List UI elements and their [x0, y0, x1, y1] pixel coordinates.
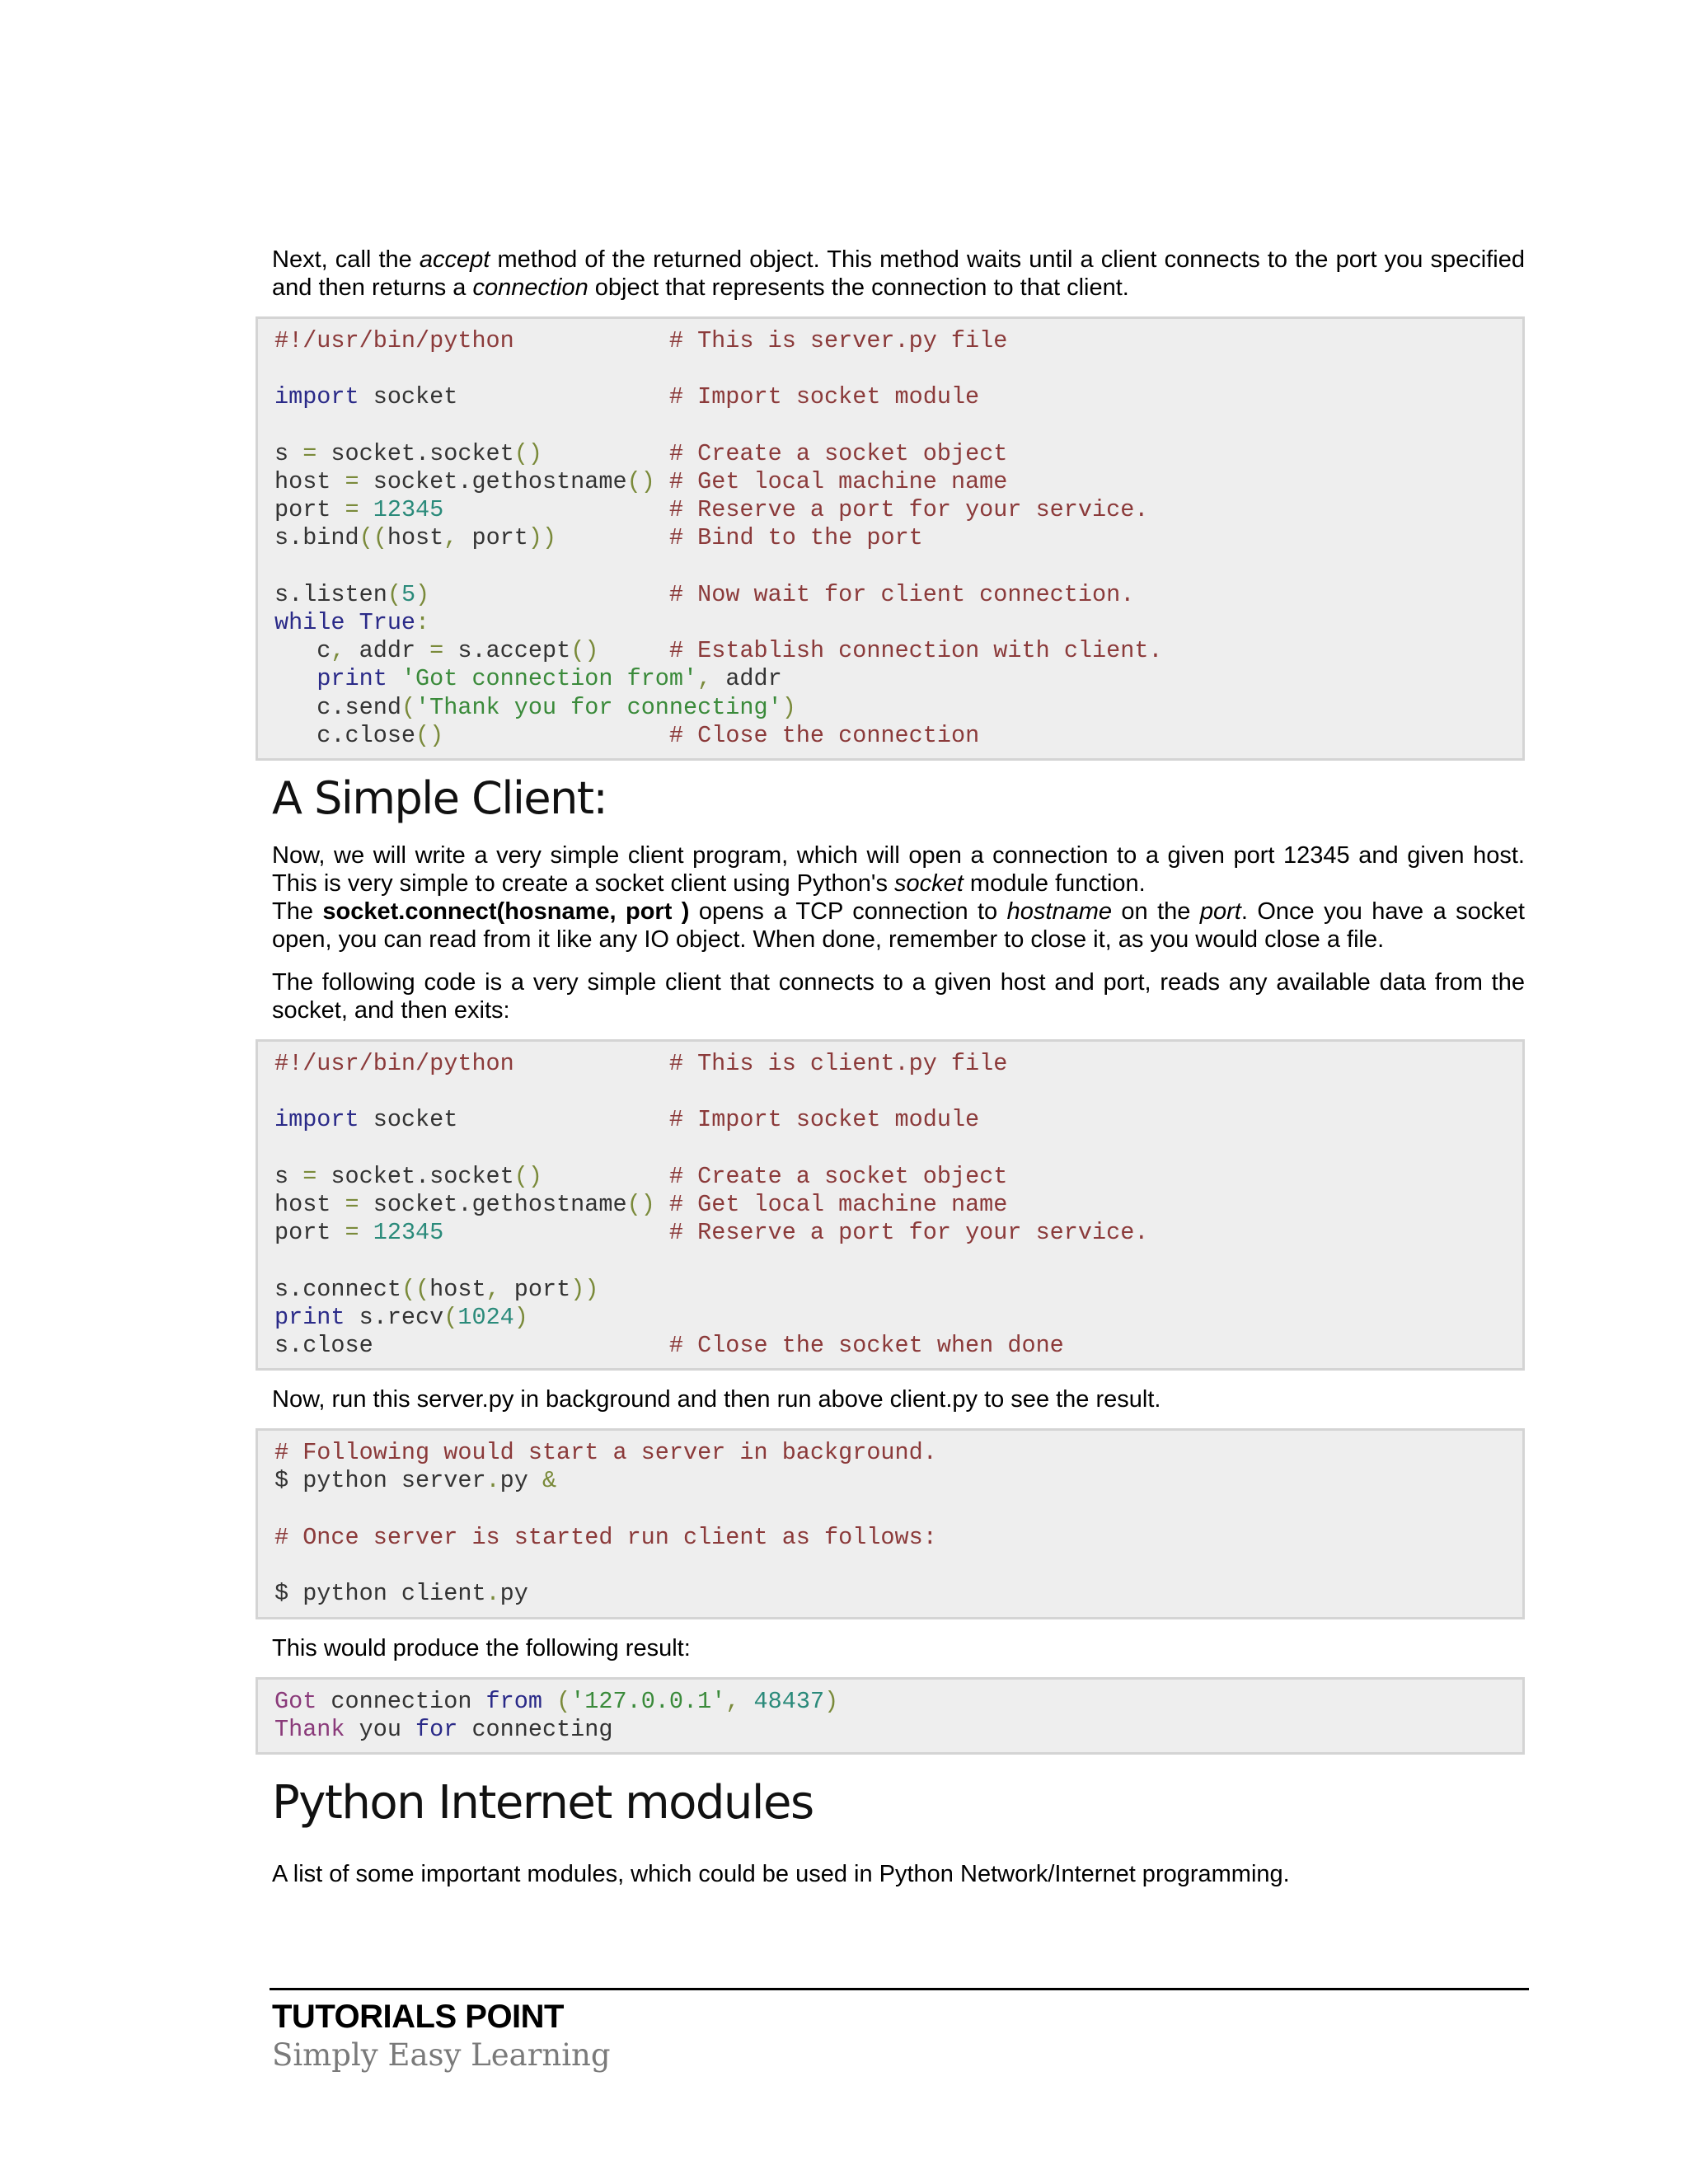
- result-paragraph: This would produce the following result:: [272, 1634, 691, 1661]
- code-line: host = socket.gethostname() # Get local machine name: [274, 1191, 1008, 1219]
- code-line: import socket # Import socket module: [274, 1106, 980, 1134]
- modules-paragraph: A list of some important modules, which could be used in Python Network/Internet programming.: [272, 1860, 1290, 1887]
- run-paragraph: Now, run this server.py in background and then run above client.py to see the result.: [272, 1386, 1161, 1413]
- result-code-block: [256, 1677, 1525, 1755]
- client-paragraph-1: Now, we will write a very simple client program, which will open a connection to a given port 12345 and given host. This is very simple to create a socket client using Python's socket module function. The socket.connect(hosname, port ) opens a TCP connection to hostname on the port. Once you have a socket open, you can read from it like any IO object. When done, remember to close it, as you would close a file.: [272, 842, 1525, 954]
- code-line: port = 12345 # Reserve a port for your service.: [274, 1219, 1149, 1247]
- code-line: # Once server is started run client as follows:: [274, 1523, 937, 1551]
- code-line: c.close() # Close the connection: [274, 721, 980, 749]
- code-line: # Following would start a server in background.: [274, 1439, 937, 1467]
- code-line: #!/usr/bin/python # This is client.py file: [274, 1050, 1008, 1078]
- code-line: [274, 1135, 1522, 1163]
- page-content: [272, 246, 1525, 1888]
- code-line: print s.recv(1024): [274, 1303, 528, 1331]
- code-line: [274, 1496, 1522, 1524]
- client-paragraph-2: The following code is a very simple client that connects to a given host and port, reads any available data from the socket, and then exits:: [272, 969, 1525, 1024]
- code-line: print 'Got connection from', addr: [316, 665, 782, 693]
- code-line: [274, 1552, 1522, 1580]
- footer-divider: [270, 1988, 1529, 1990]
- code-line: [274, 1078, 1522, 1106]
- client-heading: A Simple Client:: [272, 772, 607, 825]
- code-line: Got connection from ('127.0.0.1', 48437): [274, 1687, 839, 1715]
- intro-paragraph: Next, call the accept method of the returned object. This method waits until a client connects to the port you specified and then returns a connection object that represents the connection to that client.: [272, 246, 1525, 301]
- modules-heading: Python Internet modules: [272, 1775, 814, 1830]
- code-line: s = socket.socket() # Create a socket object: [274, 1162, 1008, 1190]
- code-line: import socket # Import socket module: [274, 383, 980, 411]
- code-line: c.send('Thank you for connecting'): [274, 693, 796, 721]
- code-line: [274, 355, 1522, 383]
- code-line: s.listen(5) # Now wait for client connection.: [274, 580, 1135, 608]
- server-code-block: [256, 316, 1525, 761]
- shell-code-block: [256, 1428, 1525, 1619]
- code-line: c, addr = s.accept() # Establish connection with client.: [274, 637, 1163, 665]
- code-line: $ python server.py &: [274, 1467, 557, 1495]
- code-line: s.connect((host, port)): [274, 1275, 599, 1303]
- footer-tagline: Simply Easy Learning: [272, 2037, 611, 2073]
- code-line: Thank you for connecting: [274, 1715, 613, 1743]
- code-line: #!/usr/bin/python # This is server.py file: [274, 327, 1008, 354]
- code-line: [274, 412, 1522, 440]
- footer-title: TUTORIALS POINT: [272, 1999, 564, 2035]
- code-line: $ python client.py: [274, 1580, 528, 1608]
- code-line: port = 12345 # Reserve a port for your service.: [274, 496, 1149, 524]
- code-line: s.close # Close the socket when done: [274, 1332, 1064, 1360]
- code-line: while True:: [274, 609, 430, 637]
- code-line: host = socket.gethostname() # Get local machine name: [274, 468, 1008, 496]
- code-line: s = socket.socket() # Create a socket object: [274, 439, 1008, 467]
- code-line: s.bind((host, port)) # Bind to the port: [274, 524, 923, 552]
- code-line: [274, 553, 1522, 581]
- code-line: [274, 1247, 1522, 1275]
- client-code-block: [256, 1039, 1525, 1371]
